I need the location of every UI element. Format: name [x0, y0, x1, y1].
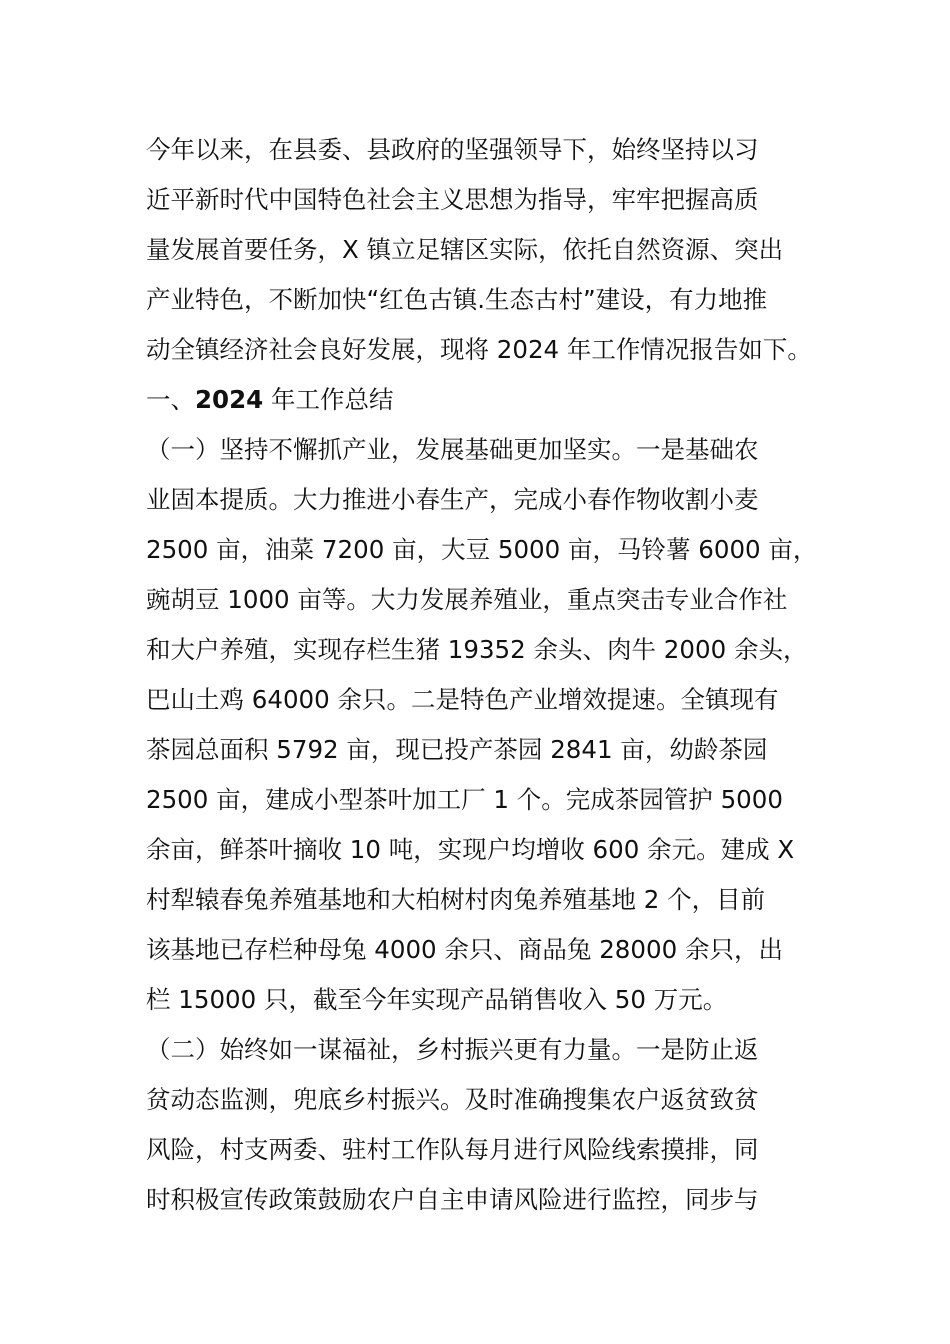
sub1-line: 2500 亩，油菜 7200 亩，大豆 5000 亩，马铃薯 6000 亩，	[146, 535, 818, 564]
sub1-line: 2500 亩，建成小型茶叶加工厂 1 个。完成茶园管护 5000	[146, 785, 783, 814]
sub1-line: 业固本提质。大力推进小春生产，完成小春作物收割小麦	[146, 485, 759, 514]
sub1-line: 该基地已存栏种母兔 4000 余只、商品兔 28000 余只，出	[146, 935, 783, 964]
sub2-line: 风险，村支两委、驻村工作队每月进行风险线索摸排，同	[146, 1135, 759, 1164]
sub2-line: 时积极宣传政策鼓励农户自主申请风险进行监控，同步与	[146, 1185, 759, 1214]
sub1-line: 豌胡豆 1000 亩等。大力发展养殖业，重点突击专业合作社	[146, 585, 788, 614]
intro-line: 量发展首要任务，X 镇立足辖区实际，依托自然资源、突出	[146, 235, 784, 264]
sub1-line: 和大户养殖，实现存栏生猪 19352 余头、肉牛 2000 余头，	[146, 635, 808, 664]
sub1-line: 巴山土鸡 64000 余只。二是特色产业增效提速。全镇现有	[146, 685, 779, 714]
sub2-line: 贫动态监测，兜底乡村振兴。及时准确搜集农户返贫致贫	[146, 1085, 759, 1114]
section-heading-suffix: 年工作总结	[263, 385, 394, 414]
intro-line: 产业特色，不断加快“红色古镇.生态古村”建设，有力地推	[146, 285, 768, 314]
sub1-line: 村犁辕春兔养殖基地和大柏树村肉兔养殖基地 2 个，目前	[146, 885, 766, 914]
section-heading-prefix: 一、	[146, 385, 195, 414]
section-heading-year: 2024	[195, 385, 264, 414]
intro-line: 今年以来，在县委、县政府的坚强领导下，始终坚持以习	[146, 135, 759, 164]
sub2-line: （二）始终如一谋福祉，乡村振兴更有力量。一是防止返	[146, 1035, 759, 1064]
document-body	[146, 125, 826, 1225]
sub1-line: 茶园总面积 5792 亩，现已投产茶园 2841 亩，幼龄茶园	[146, 735, 768, 764]
sub1-line: 栏 15000 只，截至今年实现产品销售收入 50 万元。	[146, 985, 728, 1014]
intro-line: 近平新时代中国特色社会主义思想为指导，牢牢把握高质	[146, 185, 759, 214]
intro-line: 动全镇经济社会良好发展，现将 2024 年工作情况报告如下。	[146, 335, 812, 364]
section-heading	[146, 375, 826, 425]
sub1-line: （一）坚持不懈抓产业，发展基础更加坚实。一是基础农	[146, 435, 759, 464]
sub1-line: 余亩，鲜茶叶摘收 10 吨，实现户均增收 600 余元。建成 X	[146, 835, 795, 864]
